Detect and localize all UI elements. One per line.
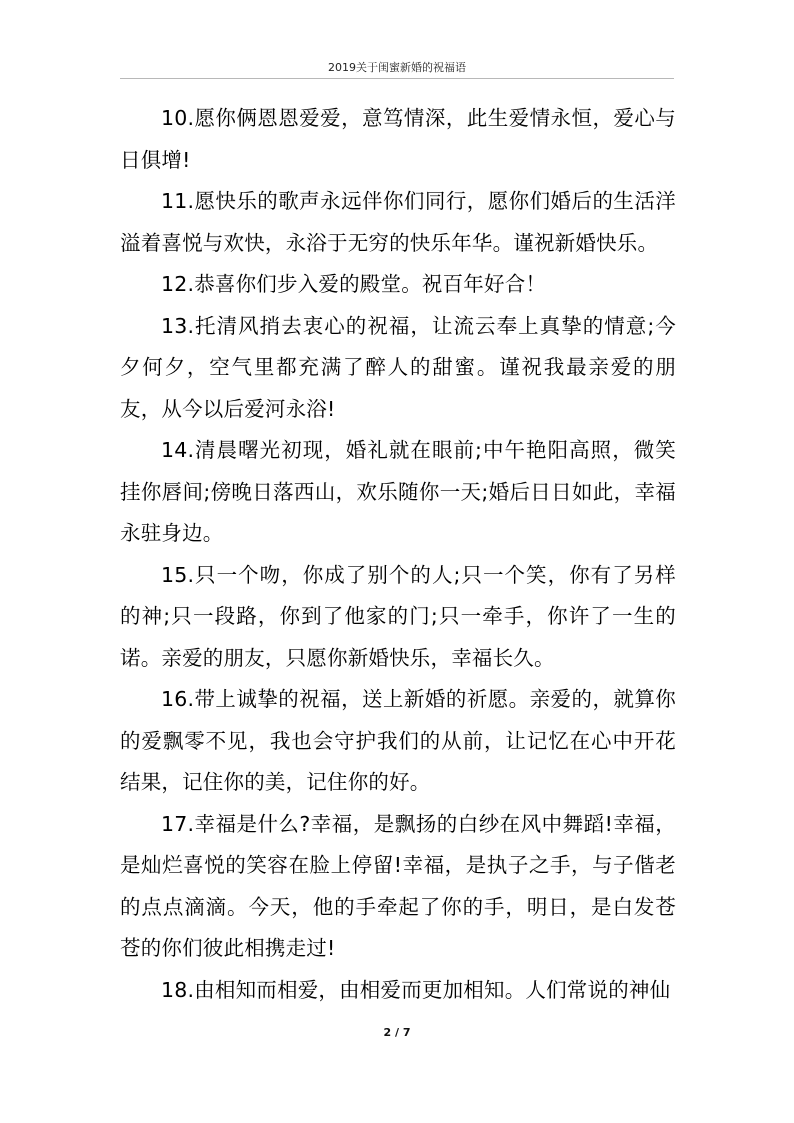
page-number: 2 / 7 (383, 1026, 411, 1039)
paragraph-blessing-16: 16.带上诚挚的祝福，送上新婚的祈愿。亲爱的，就算你的爱飘零不见，我也会守护我们的从前，让记忆在心中开花结果，记住你的美，记住你的好。 (120, 687, 676, 794)
paragraph-blessing-17: 17.幸福是什么?幸福，是飘扬的白纱在风中舞蹈!幸福，是灿烂喜悦的笑容在脸上停留!幸福，是执子之手，与子偕老的点点滴滴。今天，他的手牵起了你的手，明日，是白发苍苍的你们彼此相携走过! (120, 811, 676, 960)
paragraph-blessing-11: 11.愿快乐的歌声永远伴你们同行，愿你们婚后的生活洋溢着喜悦与欢快，永浴于无穷的快乐年华。谨祝新婚快乐。 (120, 189, 676, 255)
paragraph-blessing-14: 14.清晨曙光初现，婚礼就在眼前;中午艳阳高照，微笑挂你唇间;傍晚日落西山，欢乐随你一天;婚后日日如此，幸福永驻身边。 (120, 438, 676, 545)
header-divider (120, 78, 674, 79)
paragraph-blessing-10: 10.愿你俩恩恩爱爱，意笃情深，此生爱情永恒，爱心与日俱增! (120, 106, 676, 172)
paragraph-blessing-18: 18.由相知而相爱，由相爱而更加相知。人们常说的神仙 (161, 977, 671, 1002)
paragraph-blessing-15: 15.只一个吻，你成了别个的人;只一个笑，你有了另样的神;只一段路，你到了他家的门;只一牵手，你许了一生的诺。亲爱的朋友，只愿你新婚快乐，幸福长久。 (120, 562, 676, 670)
paragraph-blessing-12: 12.恭喜你们步入爱的殿堂。祝百年好合！ (161, 272, 547, 296)
paragraph-blessing-13: 13.托清风捎去衷心的祝福，让流云奉上真挚的情意;今夕何夕，空气里都充满了醉人的甜蜜。谨祝我最亲爱的朋友，从今以后爱河永浴! (120, 313, 676, 421)
document-body (120, 98, 676, 1011)
page-header-title: 2019关于闺蜜新婚的祝福语 (328, 61, 466, 74)
